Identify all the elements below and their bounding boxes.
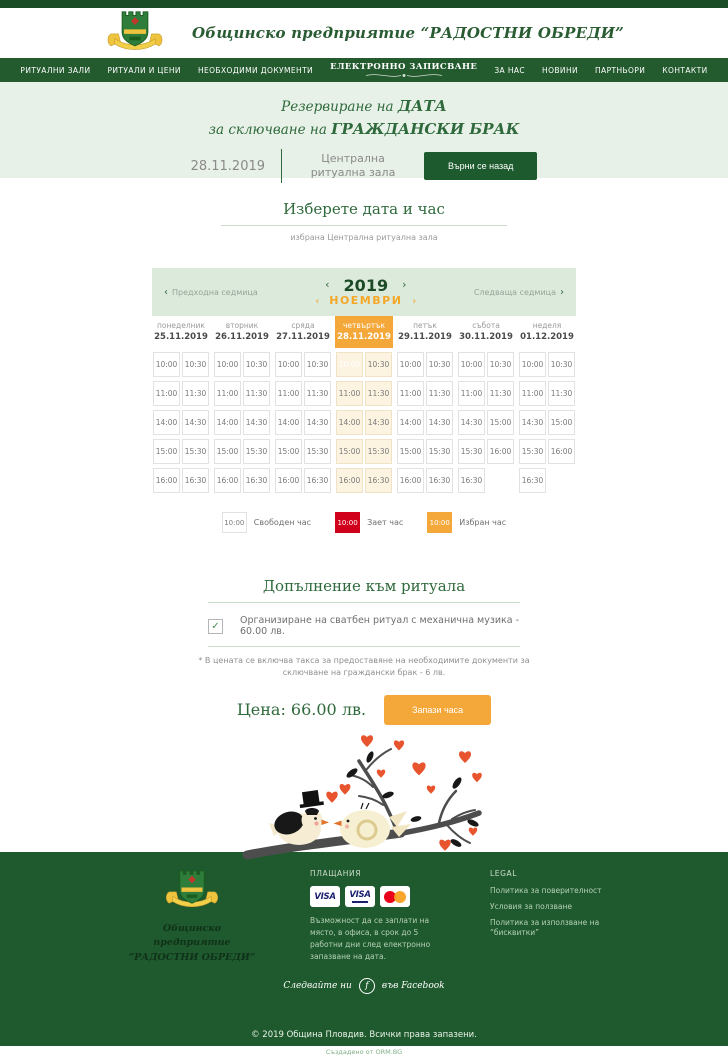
checkmark-icon: ✓: [211, 620, 220, 632]
day-column: [213, 316, 271, 493]
visa-electron-icon: VISA: [345, 886, 375, 907]
month-year-selector: [315, 277, 416, 308]
time-slot[interactable]: 15:00: [214, 439, 241, 464]
legend-item: [222, 512, 311, 533]
time-slot[interactable]: 11:00: [153, 381, 180, 406]
section-divider: [208, 646, 520, 647]
day-date: 01.12.2019: [520, 332, 574, 342]
vertical-divider: [281, 149, 282, 183]
time-slot[interactable]: 16:00: [336, 468, 363, 493]
day-column: [396, 316, 454, 493]
time-slot[interactable]: 11:00: [458, 381, 485, 406]
time-slot[interactable]: 16:30: [365, 468, 392, 493]
created-by-text[interactable]: Създадено от ORM.BG: [325, 1047, 403, 1056]
day-date: 26.11.2019: [215, 332, 269, 342]
time-slot[interactable]: 15:30: [243, 439, 270, 464]
addon-option-row: [208, 613, 520, 639]
year-prev-arrow[interactable]: ‹: [325, 278, 330, 292]
time-slot[interactable]: 10:30: [304, 352, 331, 377]
time-slot[interactable]: 11:30: [487, 381, 514, 406]
legend-swatch: 10:00: [427, 512, 452, 533]
time-slot[interactable]: 14:30: [426, 410, 453, 435]
time-slot[interactable]: 15:30: [365, 439, 392, 464]
time-slot[interactable]: 14:30: [365, 410, 392, 435]
love-birds-illustration: [249, 731, 479, 857]
nav-item[interactable]: РИТУАЛНИ ЗАЛИ: [20, 65, 91, 75]
banner-meta: [0, 149, 728, 183]
booking-heading: Изберете дата и час: [283, 200, 445, 218]
day-header[interactable]: [335, 316, 393, 348]
time-slot[interactable]: 14:30: [182, 410, 209, 435]
time-slot[interactable]: 15:00: [548, 410, 575, 435]
time-slot[interactable]: 10:30: [365, 352, 392, 377]
day-date: 28.11.2019: [337, 332, 391, 342]
time-slot[interactable]: 14:00: [214, 410, 241, 435]
previous-week-button[interactable]: [164, 287, 258, 298]
addon-section: [0, 577, 728, 725]
section-divider: [221, 225, 507, 226]
month-label: НОЕМВРИ: [329, 294, 403, 308]
chevron-left-icon: ‹: [164, 286, 168, 298]
time-slot[interactable]: 16:00: [487, 439, 514, 464]
time-slot[interactable]: 16:30: [182, 468, 209, 493]
day-header[interactable]: [152, 316, 210, 348]
time-slot[interactable]: 16:00: [275, 468, 302, 493]
time-slot[interactable]: 11:30: [243, 381, 270, 406]
day-column: [274, 316, 332, 493]
plovdiv-coat-of-arms-logo: [164, 869, 220, 913]
calendar-header: [152, 268, 576, 316]
legend-label: Свободен час: [253, 518, 312, 527]
banner-title-text: за сключване на: [208, 121, 332, 138]
legal-link[interactable]: Политика за поверителност: [490, 886, 602, 895]
time-slot[interactable]: 14:30: [304, 410, 331, 435]
back-button[interactable]: Върни се назад: [424, 152, 537, 180]
calendar: [152, 268, 576, 493]
follow-text: във Facebook: [381, 980, 445, 991]
section-divider: [208, 602, 520, 603]
year-label: 2019: [343, 275, 389, 295]
visa-icon: VISA: [310, 886, 340, 907]
banner-title: [0, 95, 728, 140]
day-date: 27.11.2019: [276, 332, 330, 342]
legend-swatch: 10:00: [335, 512, 360, 533]
footer-brand: [126, 869, 258, 965]
day-date: 29.11.2019: [398, 332, 452, 342]
payment-cards: [310, 886, 438, 907]
price-footnote: * В цената се включва такса за предоставяне на необходимите документи за сключване на граждански брак - 6 лв.: [198, 656, 530, 678]
time-slot[interactable]: 16:30: [458, 468, 485, 493]
next-week-label: Следваща седмица: [473, 287, 556, 297]
day-header[interactable]: [274, 316, 332, 348]
time-slot[interactable]: 11:30: [304, 381, 331, 406]
time-slot[interactable]: 10:00: [519, 352, 546, 377]
next-week-button[interactable]: [474, 287, 564, 298]
day-date: 25.11.2019: [154, 332, 208, 342]
day-date: 30.11.2019: [459, 332, 513, 342]
time-slot[interactable]: 14:00: [397, 410, 424, 435]
time-slot[interactable]: 16:30: [304, 468, 331, 493]
time-slot[interactable]: 14:30: [519, 410, 546, 435]
year-next-arrow[interactable]: ›: [402, 278, 407, 292]
time-slot[interactable]: 14:00: [153, 410, 180, 435]
time-slot[interactable]: 15:30: [519, 439, 546, 464]
hall-subheading: избрана Централна ритуална зала: [290, 233, 438, 242]
time-slot[interactable]: 15:30: [426, 439, 453, 464]
time-slot[interactable]: 10:00: [458, 352, 485, 377]
time-slot[interactable]: 10:30: [243, 352, 270, 377]
time-slot[interactable]: 11:00: [336, 381, 363, 406]
time-slot[interactable]: 15:30: [458, 439, 485, 464]
time-slot[interactable]: 11:00: [214, 381, 241, 406]
day-header[interactable]: [457, 316, 515, 348]
time-slot[interactable]: 16:00: [548, 439, 575, 464]
nav-item[interactable]: РИТУАЛИ И ЦЕНИ: [107, 65, 181, 75]
time-slot[interactable]: 11:00: [275, 381, 302, 406]
time-slot[interactable]: 10:30: [426, 352, 453, 377]
legal-link[interactable]: Условия за ползване: [490, 902, 573, 912]
time-slot[interactable]: 11:00: [397, 381, 424, 406]
time-slot[interactable]: 14:30: [243, 410, 270, 435]
previous-week-label: Предходна седмица: [172, 287, 258, 297]
banner-title-emphasis: ГРАЖДАНСКИ БРАК: [331, 119, 520, 138]
time-slot[interactable]: 16:30: [243, 468, 270, 493]
follow-row: [0, 978, 728, 994]
time-slot[interactable]: 11:30: [548, 381, 575, 406]
time-slot[interactable]: 16:00: [397, 468, 424, 493]
copyright-text: © 2019 Община Пловдив. Всички права запазени.: [251, 1029, 477, 1040]
banner-title-text: Резервиране на: [281, 99, 398, 115]
time-slot[interactable]: 10:00: [397, 352, 424, 377]
day-name: вторник: [225, 321, 259, 330]
time-slot[interactable]: 11:30: [365, 381, 392, 406]
legend-item: [427, 512, 506, 533]
day-name: сряда: [291, 321, 315, 330]
day-column: [152, 316, 210, 493]
legend: [0, 512, 728, 533]
footer-payments: [310, 869, 438, 963]
days-grid: [152, 316, 576, 493]
footer: [0, 852, 728, 1056]
time-slot[interactable]: 15:00: [397, 439, 424, 464]
nav-item[interactable]: КОНТАКТИ: [662, 65, 708, 75]
day-name: понеделник: [157, 321, 205, 330]
time-slot[interactable]: 10:00: [275, 352, 302, 377]
legal-link[interactable]: Политика за използване на “бисквитки”: [490, 918, 600, 938]
day-name: четвъртък: [342, 321, 386, 330]
day-column: [457, 316, 515, 493]
flourish-ornament: [364, 72, 444, 79]
time-slot[interactable]: 10:00: [214, 352, 241, 377]
time-slot[interactable]: 10:30: [182, 352, 209, 377]
day-name: събота: [472, 321, 500, 330]
time-slot[interactable]: 15:00: [487, 410, 514, 435]
main-nav: [0, 58, 728, 82]
site-header: [0, 8, 728, 58]
day-header[interactable]: [518, 316, 576, 348]
time-slot[interactable]: 15:00: [153, 439, 180, 464]
nav-item[interactable]: ПАРТНЬОРИ: [595, 65, 646, 75]
time-slot[interactable]: 10:00: [336, 352, 363, 377]
day-column: [518, 316, 576, 493]
reservation-banner: [0, 82, 728, 178]
booking-section: [0, 200, 728, 852]
time-slot[interactable]: 10:30: [487, 352, 514, 377]
time-slot[interactable]: 14:00: [275, 410, 302, 435]
plovdiv-coat-of-arms-logo: [104, 10, 166, 56]
time-slot[interactable]: 11:00: [519, 381, 546, 406]
day-name: неделя: [532, 321, 562, 330]
time-slot[interactable]: 16:30: [426, 468, 453, 493]
site-title: Общинско предприятие “РАДОСТНИ ОБРЕДИ”: [192, 24, 624, 42]
addon-option-label: Организиране на сватбен ритуал с механична музика - 60.00 лв.: [240, 615, 520, 637]
time-slot[interactable]: 11:30: [426, 381, 453, 406]
selected-hall: Централна ритуална зала: [310, 151, 396, 179]
day-name: петък: [413, 321, 437, 330]
legal-heading: LEGAL: [490, 869, 518, 878]
time-slot[interactable]: 16:00: [214, 468, 241, 493]
time-slot[interactable]: 10:30: [548, 352, 575, 377]
legend-label: Избран час: [459, 518, 507, 527]
time-slot[interactable]: 10:00: [153, 352, 180, 377]
time-slot[interactable]: 15:30: [182, 439, 209, 464]
legal-links: [490, 886, 602, 939]
time-slot[interactable]: 15:00: [275, 439, 302, 464]
footer-org-name: Общинско предприятие “РАДОСТНИ ОБРЕДИ”: [128, 923, 256, 963]
nav-item[interactable]: НЕОБХОДИМИ ДОКУМЕНТИ: [197, 65, 314, 75]
time-slot[interactable]: 16:00: [153, 468, 180, 493]
price-row: [0, 695, 728, 725]
day-header[interactable]: [213, 316, 271, 348]
banner-title-emphasis: ДАТА: [397, 97, 447, 115]
legend-swatch: 10:00: [222, 512, 247, 533]
follow-text: Следвайте ни: [283, 980, 352, 991]
save-slot-button[interactable]: Запази часа: [384, 695, 491, 725]
addon-heading: Допълнение към ритуала: [262, 577, 466, 595]
time-slot[interactable]: 14:00: [336, 410, 363, 435]
nav-item[interactable]: ЕЛЕКТРОННО ЗАПИСВАНЕ: [330, 62, 477, 79]
payments-note: Възможност да се заплати на място, в офиса, в срок до 5 работни дни след електронно запазване на дата.: [310, 916, 431, 961]
time-slot[interactable]: 15:30: [304, 439, 331, 464]
day-column: [335, 316, 393, 493]
music-addon-checkbox[interactable]: [208, 619, 223, 634]
time-slot[interactable]: 16:30: [519, 468, 546, 493]
time-slot[interactable]: 11:30: [182, 381, 209, 406]
facebook-icon[interactable]: f: [359, 978, 375, 994]
nav-item[interactable]: НОВИНИ: [542, 65, 578, 75]
month-prev-arrow[interactable]: ‹: [315, 295, 320, 307]
selected-date: 28.11.2019: [190, 158, 266, 174]
payments-heading: ПЛАЩАНИЯ: [310, 869, 362, 878]
month-next-arrow[interactable]: ›: [412, 295, 417, 307]
total-price: Цена: 66.00 лв.: [236, 700, 367, 720]
day-header[interactable]: [396, 316, 454, 348]
time-slot[interactable]: 14:30: [458, 410, 485, 435]
footer-legal: [490, 869, 602, 945]
chevron-right-icon: ›: [560, 286, 564, 298]
time-slot[interactable]: 15:00: [336, 439, 363, 464]
nav-item[interactable]: ЗА НАС: [494, 65, 526, 75]
legend-item: [335, 512, 403, 533]
mastercard-icon: [380, 886, 410, 907]
legend-label: Зает час: [367, 518, 404, 527]
top-bar: [0, 0, 728, 8]
